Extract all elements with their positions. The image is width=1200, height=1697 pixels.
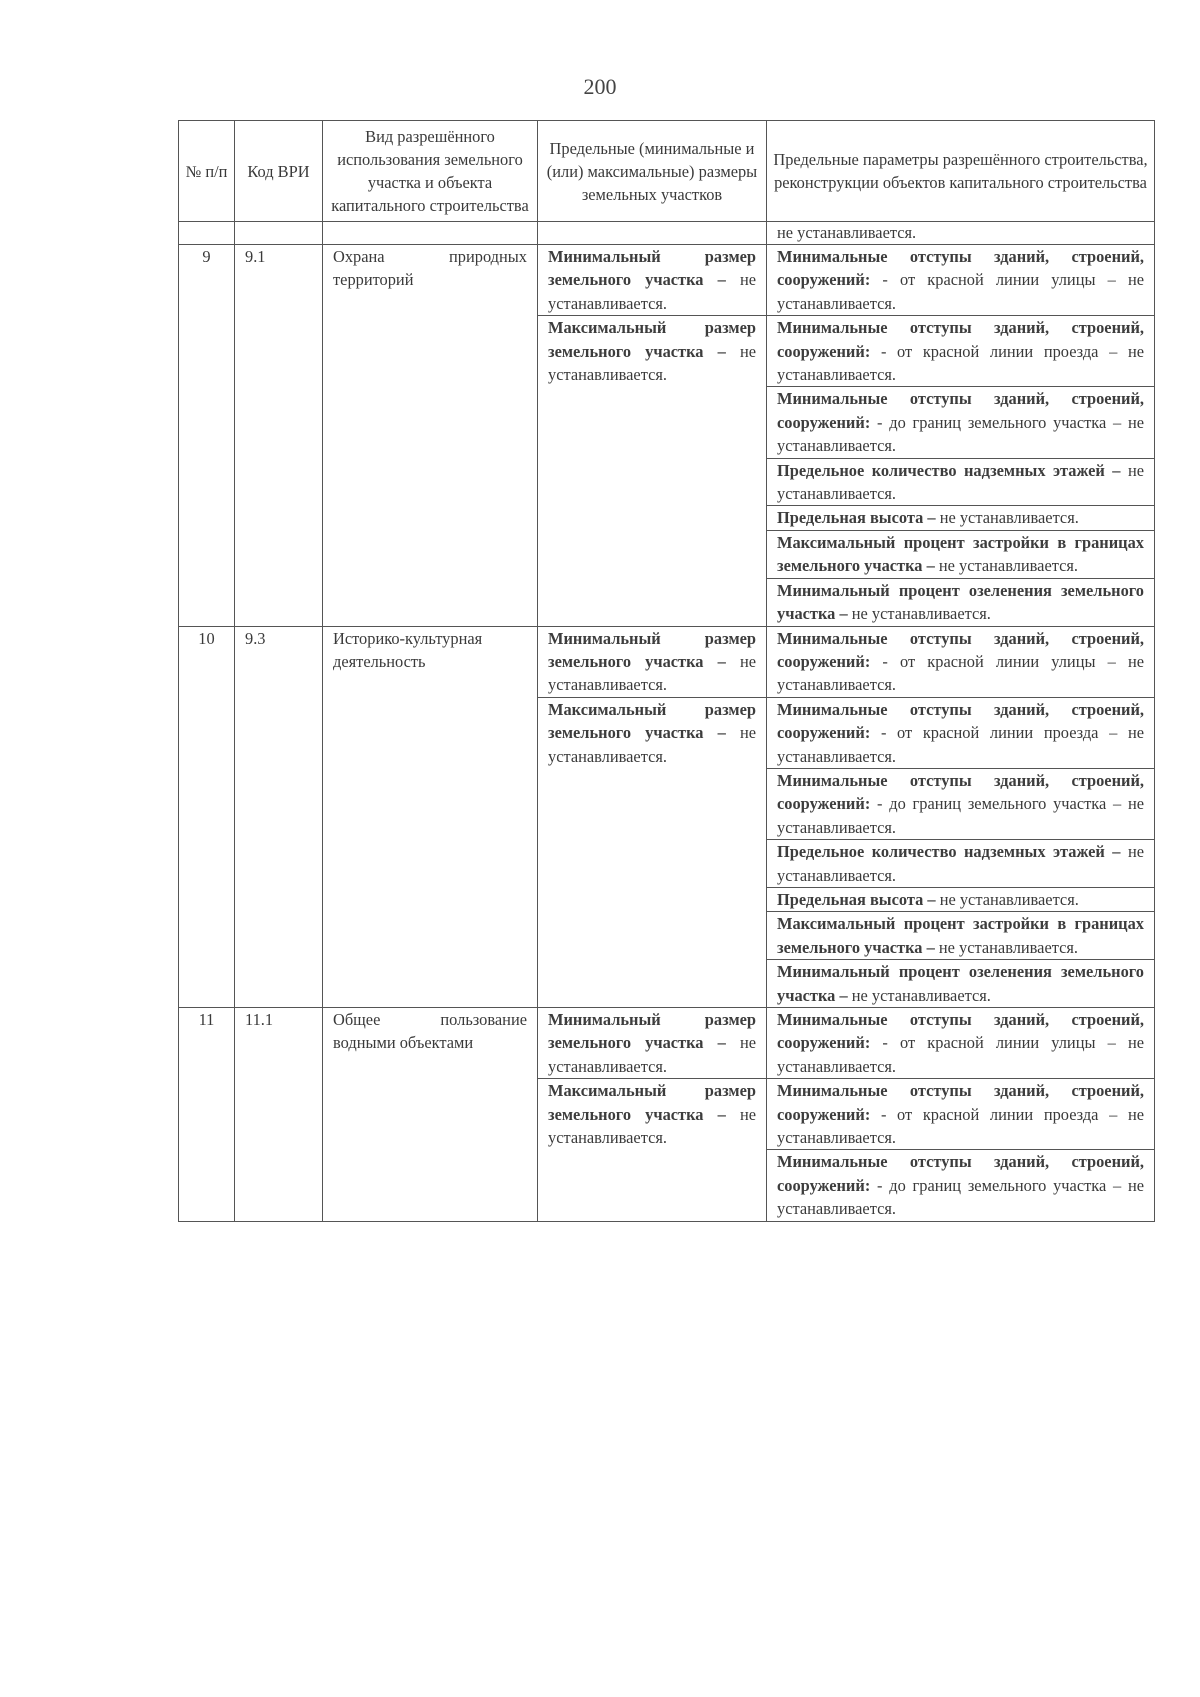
parameter-text: - до границ земельного участка – не устанавливается. <box>777 412 1144 456</box>
parameter-text: не устанавливается. <box>777 460 1144 504</box>
parameter-text: не устанавливается. <box>851 985 991 1005</box>
min-size-cell <box>538 1008 767 1079</box>
max-size-value: не устанавливается. <box>548 341 756 385</box>
vri-name: Историко-культурная деятельность <box>323 626 538 1008</box>
parameter-lead: Минимальный процент озеленения земельного участка – <box>777 962 1144 1005</box>
parameter-text: - от красной линии улицы – не устанавливается. <box>777 1033 1144 1076</box>
parameter-lead: Минимальные отступы зданий, строений, сооружений: <box>777 1010 1144 1053</box>
max-size-title: Максимальный размер земельного участка – <box>548 1081 756 1124</box>
parameter-text: не устанавливается. <box>851 604 991 624</box>
parameter-text: не устанавливается. <box>938 937 1079 957</box>
parameter-text: не устанавливается. <box>939 508 1079 528</box>
parameter-lead: Минимальные отступы зданий, строений, сооружений: <box>777 770 1144 814</box>
parameter-lead: Минимальный процент озеленения земельного участка – <box>777 580 1144 624</box>
min-size-title: Минимальный размер земельного участка – <box>548 1010 756 1053</box>
continuation-row <box>179 222 1155 245</box>
parameter-lead: Минимальные отступы зданий, строений, сооружений: <box>777 389 1144 432</box>
continuation-cell: не устанавливается. <box>767 222 1155 245</box>
parameter-cell <box>767 1079 1155 1150</box>
parameter-cell <box>767 578 1155 626</box>
parameter-cell <box>767 840 1155 888</box>
parameter-lead: Предельное количество надземных этажей – <box>777 842 1121 862</box>
min-size-value: не устанавливается. <box>548 1033 756 1076</box>
min-size-title: Минимальный размер земельного участка – <box>548 247 756 290</box>
parameter-lead: Минимальные отступы зданий, строений, сооружений: <box>777 1152 1144 1195</box>
min-size-cell <box>538 626 767 697</box>
parameter-cell <box>767 245 1155 316</box>
parameter-cell <box>767 316 1155 387</box>
parameter-lead: Минимальные отступы зданий, строений, сооружений: <box>777 628 1144 671</box>
header-code: Код ВРИ <box>235 121 323 222</box>
parameter-text: - от красной линии проезда – не устанавливается. <box>777 341 1144 385</box>
vri-code: 9.1 <box>235 245 323 627</box>
max-size-title: Максимальный размер земельного участка – <box>548 699 756 743</box>
parameter-text: - от красной линии улицы – не устанавливается. <box>777 270 1144 313</box>
regulations-table <box>178 120 1155 1222</box>
parameter-cell <box>767 768 1155 839</box>
max-size-cell <box>538 697 767 1007</box>
max-size-cell <box>538 316 767 626</box>
max-size-value: не устанавливается. <box>548 1104 756 1148</box>
parameter-lead: Максимальный процент застройки в границах земельного участка – <box>777 914 1144 957</box>
parameter-cell <box>767 887 1155 911</box>
table-header-row <box>179 121 1155 222</box>
parameter-lead: Минимальные отступы зданий, строений, сооружений: <box>777 699 1144 743</box>
parameter-cell <box>767 960 1155 1008</box>
max-size-title: Максимальный размер земельного участка – <box>548 318 756 361</box>
min-size-title: Минимальный размер земельного участка – <box>548 628 756 671</box>
parameter-text: - от красной линии проезда – не устанавливается. <box>777 723 1144 766</box>
parameter-lead: Предельное количество надземных этажей – <box>777 460 1121 480</box>
parameter-lead: Предельная высота – <box>777 508 936 528</box>
parameter-cell <box>767 387 1155 458</box>
table-row <box>179 245 1155 316</box>
row-number: 9 <box>179 245 235 627</box>
vri-name: Охрана природных территорий <box>323 245 538 627</box>
min-size-value: не устанавливается. <box>548 270 756 313</box>
page-number: 200 <box>583 74 617 99</box>
parameter-cell <box>767 697 1155 768</box>
parameter-text: не устанавливается. <box>939 889 1079 909</box>
table-row <box>179 626 1155 697</box>
min-size-cell <box>538 245 767 316</box>
min-size-value: не устанавливается. <box>548 651 756 695</box>
vri-name: Общее пользование водными объектами <box>323 1008 538 1222</box>
parameter-text: - от красной линии улицы – не устанавливается. <box>777 651 1144 695</box>
header-vri: Вид разрешённого использования земельного участка и объекта капитального строительства <box>323 121 538 222</box>
max-size-value: не устанавливается. <box>548 723 756 766</box>
parameter-lead: Минимальные отступы зданий, строений, сооружений: <box>777 247 1144 290</box>
parameter-lead: Предельная высота – <box>777 889 936 909</box>
parameter-text: - до границ земельного участка – не устанавливается. <box>777 1175 1144 1219</box>
vri-code: 9.3 <box>235 626 323 1008</box>
parameter-cell <box>767 530 1155 578</box>
parameter-text: - до границ земельного участка – не устанавливается. <box>777 794 1144 837</box>
parameter-text: не устанавливается. <box>938 556 1079 576</box>
parameter-cell <box>767 1150 1155 1221</box>
max-size-cell <box>538 1079 767 1221</box>
parameter-cell <box>767 458 1155 506</box>
parameter-text: - от красной линии проезда – не устанавливается. <box>777 1104 1144 1148</box>
parameter-cell <box>767 506 1155 530</box>
parameter-lead: Минимальные отступы зданий, строений, сооружений: <box>777 1081 1144 1124</box>
vri-code: 11.1 <box>235 1008 323 1222</box>
parameter-lead: Максимальный процент застройки в границах земельного участка – <box>777 532 1144 576</box>
parameter-cell <box>767 912 1155 960</box>
parameter-lead: Минимальные отступы зданий, строений, сооружений: <box>777 318 1144 361</box>
parameter-text: не устанавливается. <box>777 842 1144 885</box>
row-number: 11 <box>179 1008 235 1222</box>
table-row <box>179 1008 1155 1079</box>
header-params: Предельные параметры разрешённого строительства, реконструкции объектов капитального строительства <box>767 121 1155 222</box>
header-size: Предельные (минимальные и (или) максимальные) размеры земельных участков <box>538 121 767 222</box>
parameter-cell <box>767 626 1155 697</box>
parameter-cell <box>767 1008 1155 1079</box>
row-number: 10 <box>179 626 235 1008</box>
header-num: № п/п <box>179 121 235 222</box>
